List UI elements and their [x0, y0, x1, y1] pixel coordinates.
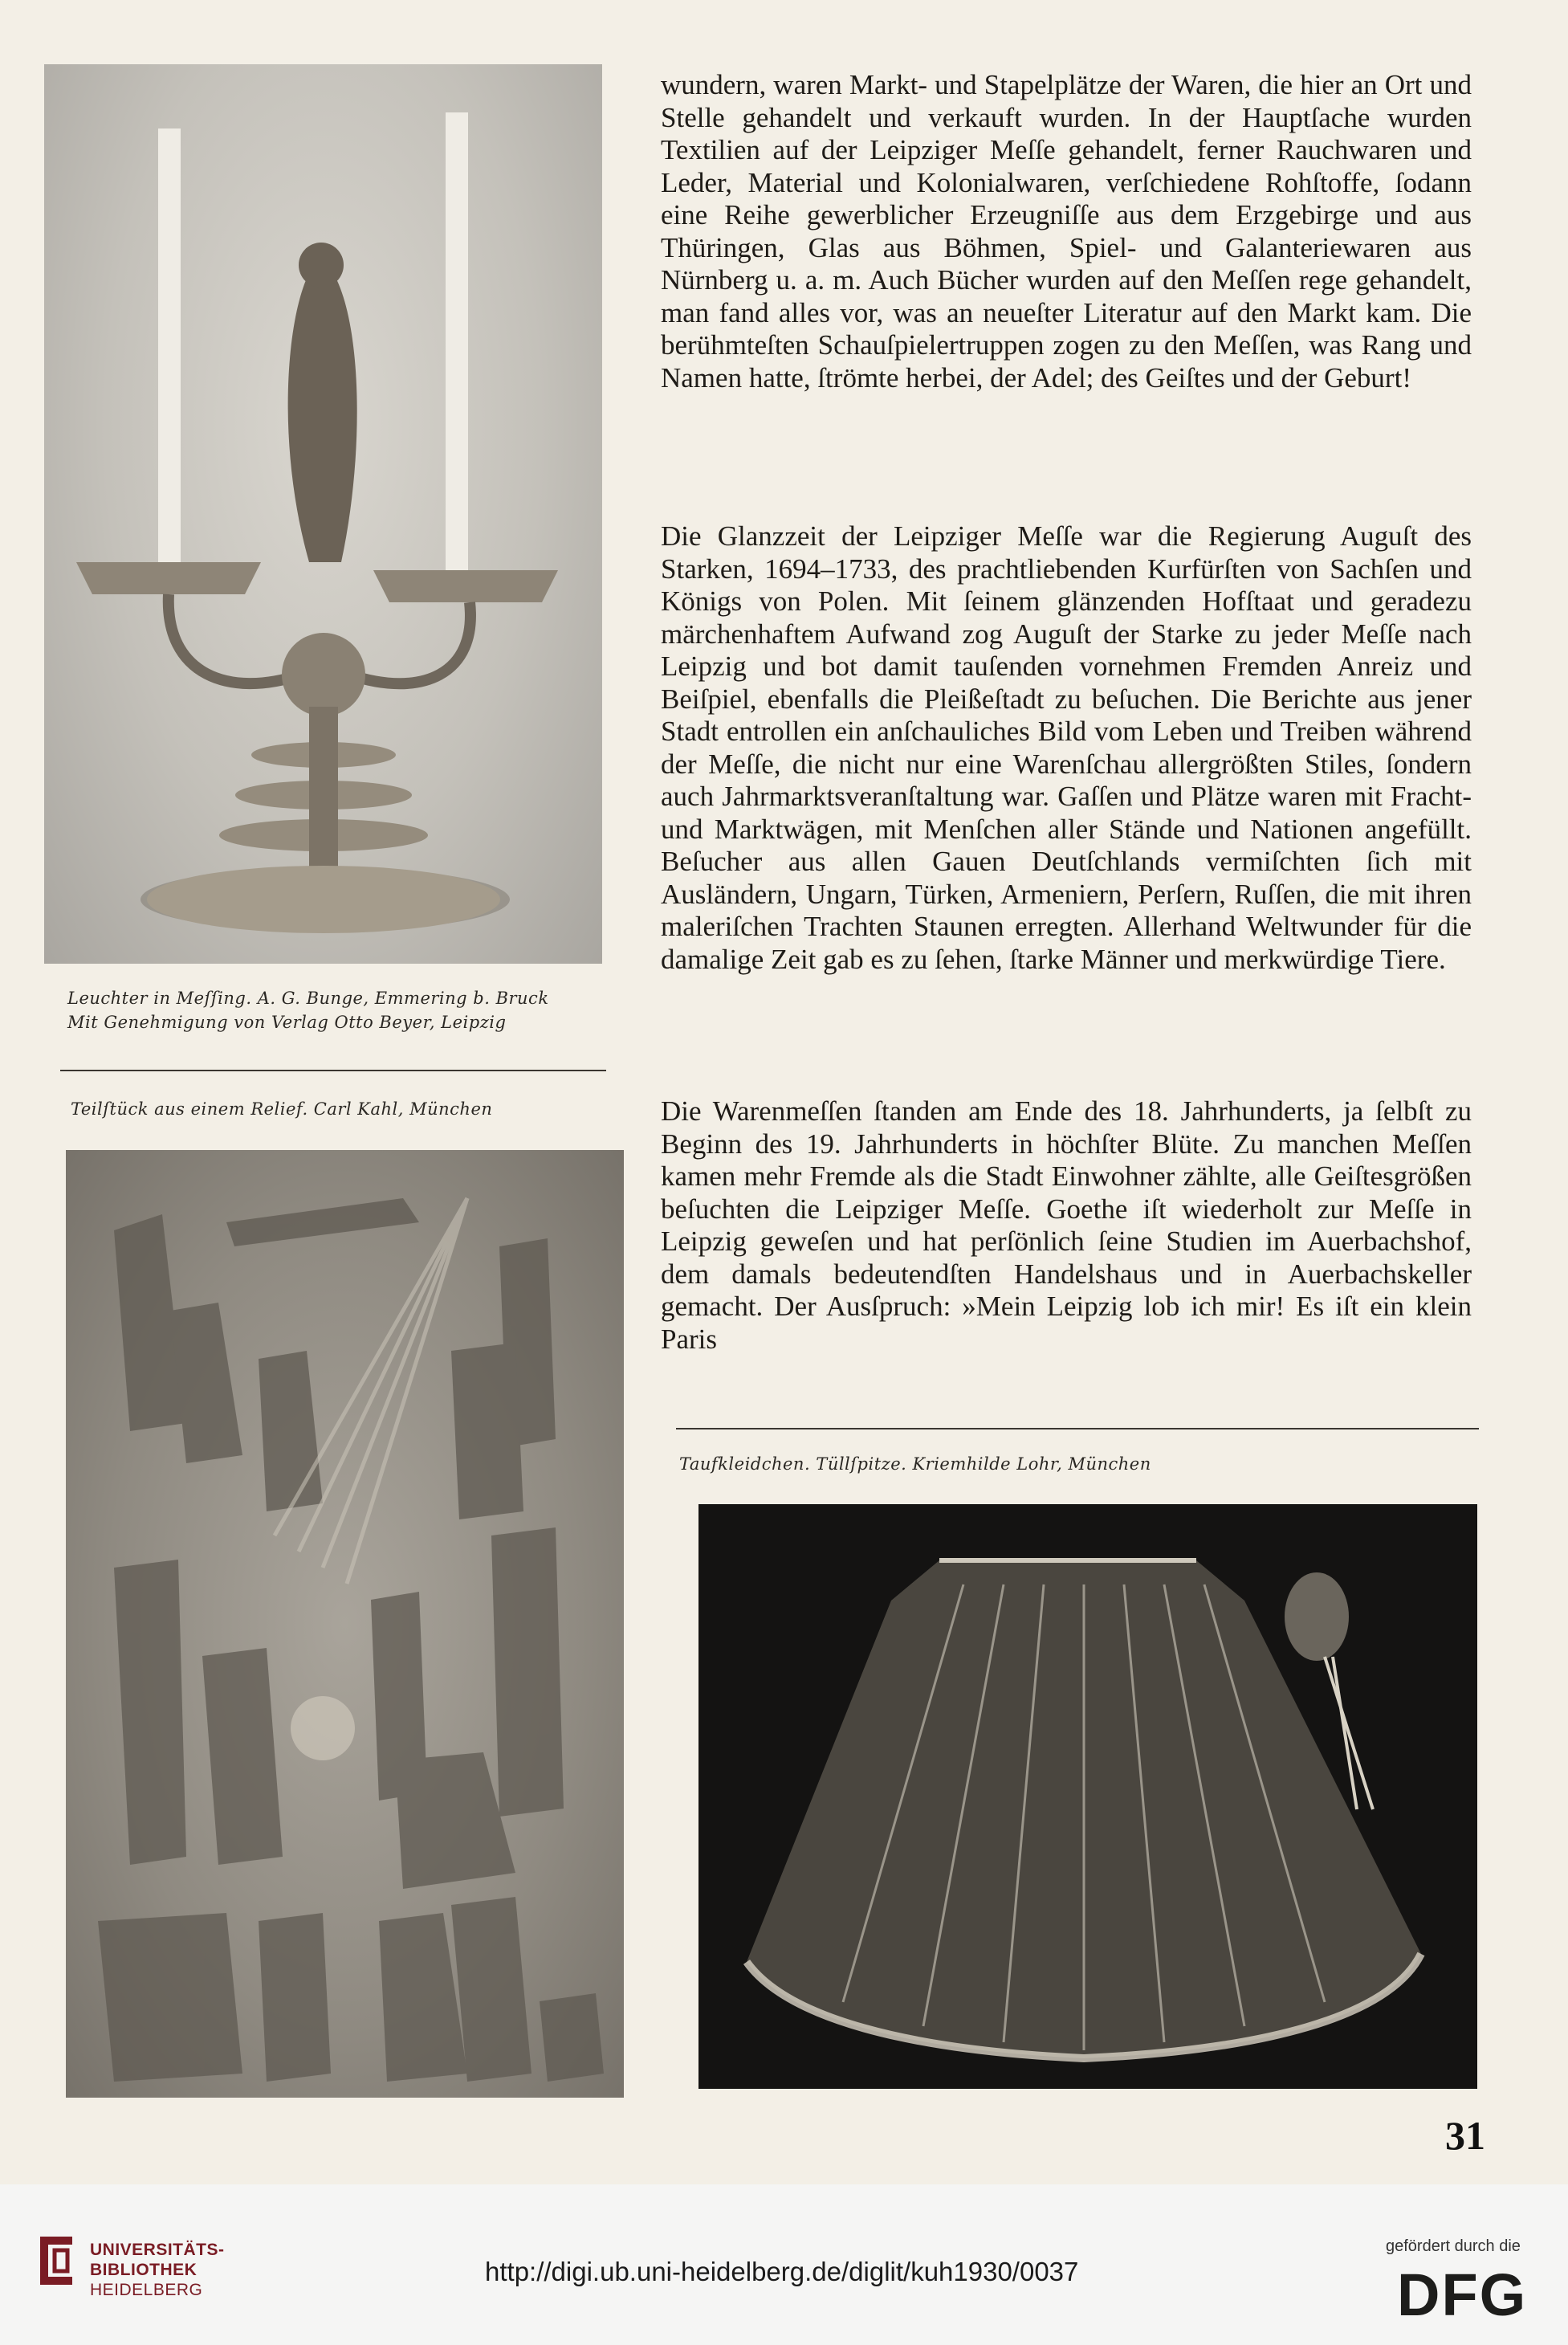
body-paragraph-3 — [661, 1095, 1472, 1356]
body-paragraph-2 — [661, 520, 1472, 976]
christening-dress-photo — [698, 1504, 1477, 2089]
library-name-line-1: UNIVERSITÄTS- — [90, 2241, 225, 2259]
source-url-link[interactable]: http://digi.ub.uni-heidelberg.de/diglit/kuh1930/0037 — [485, 2257, 1079, 2286]
candlestick-photo — [44, 64, 602, 964]
divider-right — [676, 1428, 1479, 1429]
body-paragraph-1 — [661, 69, 1472, 394]
christening-dress-caption: Taufkleidchen. Tüllſpitze. Kriemhilde Lohr, München — [679, 1454, 1151, 1474]
library-name-line-3: HEIDELBERG — [90, 2281, 203, 2299]
candlestick-caption — [67, 986, 549, 1034]
paragraph-2-text: Die Glanzzeit der Leipziger Meſſe war die Regierung Auguſt des Starken, 1694–1733, des prachtliebenden Kurfürſten von Sachſen und Königs von Polen. Mit ſeinem glänzenden Hofſtaat und geradezu märchenhaftem Aufwand zog Auguſt der Starke zu jeder Meſſe nach Leipzig und bot damit tauſenden vornehmen Fremden Anreiz und Beiſpiel, ebenfalls die Pleißeſtadt zu beſuchen. Die Berichte aus jener Stadt entrollen ein anſchauliches Bild vom Leben und Treiben während der Meſſe, die nicht nur eine Warenſchau allergrößten Stiles, ſondern auch Jahrmarktsveranſtaltung war. Gaſſen und Plätze waren mit Fracht- und Marktwägen, mit Menſchen aller Stände und Nationen angefüllt. Beſucher aus allen Gauen Deutſchlands vermiſchten ſich mit Ausländern, Ungarn, Türken, Armeniern, Perſern, Ruſſen, die mit ihren maleriſchen Trachten Staunen erregten. Allerhand Weltwunder für die damalige Zeit gab es zu ſehen, ſtarke Männer und merkwürdige Tiere. — [661, 520, 1472, 975]
funding-note: gefördert durch die — [1386, 2237, 1521, 2255]
library-logo-icon — [32, 2233, 80, 2289]
relief-photo — [66, 1150, 624, 2098]
divider-left — [60, 1070, 606, 1071]
library-name-line-2: BIBLIOTHEK — [90, 2261, 198, 2279]
paragraph-1-text: wundern, waren Markt- und Stapelplätze der Waren, die hier an Ort und Stelle gehandelt und verkauft wurden. In der Hauptſache wurden Textilien auf der Leipziger Meſſe gehandelt, ferner Rauchwaren und Leder, Material und Kolonialwaren, verſchiedene Rohſtoffe, ſodann eine Reihe gewerblicher Erzeugniſſe aus dem Erzgebirge und aus Thüringen, Glas aus Böhmen, Spiel- und Galanteriewaren aus Nürnberg u. a. m. Auch Bücher wurden auf den Meſſen rege gehandelt, man fand alles vor, was an neueſter Literatur auf den Markt kam. Die berühmteſten Schauſpielertruppen zogen zu den Meſſen, was Rang und Namen hatte, ſtrömte herbei, der Adel; des Geiſtes und der Geburt! — [661, 69, 1472, 394]
page-number: 31 — [1445, 2113, 1485, 2158]
paragraph-3-text: Die Warenmeſſen ſtanden am Ende des 18. Jahrhunderts, ja ſelbſt zu Beginn des 19. Jahrhunderts in höchſter Blüte. Zu manchen Meſſen kamen mehr Fremde als die Stadt Einwohner zählte, alle Geiſtesgrößen beſuchten die Leipziger Meſſe. Goethe iſt wiederholt zur Meſſe in Leipzig geweſen und hat perſönlich ſeine Studien im Auerbachshof, dem damals bedeutendſten Handelshaus und in Auerbachskeller gemacht. Der Ausſpruch: »Mein Leipzig lob ich mir! Es iſt ein klein Paris — [661, 1095, 1472, 1355]
relief-caption: Teilſtück aus einem Relief. Carl Kahl, München — [71, 1099, 493, 1119]
caption-line-2: Mit Genehmigung von Verlag Otto Beyer, Leipzig — [67, 1013, 507, 1032]
dfg-logo: DFG — [1397, 2261, 1528, 2328]
caption-line-1: Leuchter in Meſſing. A. G. Bunge, Emmering b. Bruck — [67, 989, 549, 1008]
